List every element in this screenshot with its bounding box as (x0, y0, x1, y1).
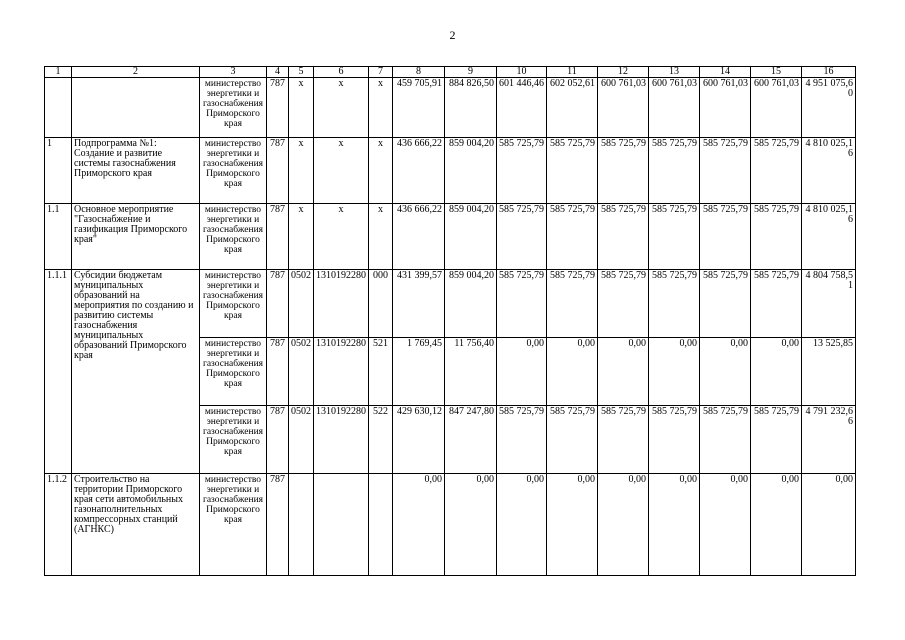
value-cell: 4 804 758,51 (802, 270, 856, 338)
value-cell: 0,00 (802, 474, 856, 576)
value-cell: 0,00 (598, 474, 649, 576)
row-name: Строительство на территории Приморского края сети автомобильных газонаполнительных компрессорных станций (АГНКС) (72, 474, 200, 576)
value-cell: 0,00 (445, 474, 497, 576)
rz-cell: 0502 (289, 406, 314, 474)
table-row (45, 138, 856, 204)
value-cell: 0,00 (700, 338, 751, 406)
table-row (45, 474, 856, 576)
table-row (45, 270, 856, 338)
value-cell: 0,00 (649, 474, 700, 576)
value-cell: 600 761,03 (598, 78, 649, 138)
value-cell: 4 810 025,16 (802, 204, 856, 270)
value-cell: 585 725,79 (497, 138, 547, 204)
column-header: 12 (598, 67, 649, 78)
row-id: 1 (45, 138, 72, 204)
csr-cell: x (314, 138, 369, 204)
column-header: 8 (393, 67, 445, 78)
value-cell: 436 666,22 (393, 204, 445, 270)
value-cell: 859 004,20 (445, 138, 497, 204)
value-cell: 585 725,79 (547, 406, 598, 474)
value-cell: 585 725,79 (547, 270, 598, 338)
grbs-cell: 787 (267, 138, 289, 204)
executor-cell: министерство энергетики и газоснабжения Приморского края (200, 270, 267, 338)
value-cell: 585 725,79 (598, 204, 649, 270)
csr-cell: x (314, 78, 369, 138)
column-header: 3 (200, 67, 267, 78)
vr-cell: x (369, 138, 393, 204)
table-row (45, 78, 856, 138)
column-header: 6 (314, 67, 369, 78)
rz-cell: x (289, 204, 314, 270)
value-cell: 0,00 (751, 474, 802, 576)
value-cell: 585 725,79 (649, 406, 700, 474)
value-cell: 585 725,79 (547, 138, 598, 204)
grbs-cell: 787 (267, 270, 289, 338)
value-cell: 0,00 (547, 338, 598, 406)
grbs-cell: 787 (267, 338, 289, 406)
column-number-row (45, 67, 856, 78)
grbs-cell: 787 (267, 204, 289, 270)
value-cell: 585 725,79 (751, 406, 802, 474)
value-cell: 859 004,20 (445, 204, 497, 270)
row-name: Субсидии бюджетам муниципальных образований на мероприятия по созданию и развитию системы газоснабжения муниципальных образований Приморского края (72, 270, 200, 474)
executor-cell: министерство энергетики и газоснабжения Приморского края (200, 406, 267, 474)
value-cell: 585 725,79 (598, 270, 649, 338)
value-cell: 431 399,57 (393, 270, 445, 338)
rz-cell: x (289, 78, 314, 138)
value-cell: 0,00 (649, 338, 700, 406)
executor-cell: министерство энергетики и газоснабжения Приморского края (200, 78, 267, 138)
value-cell: 4 951 075,60 (802, 78, 856, 138)
csr-cell: x (314, 204, 369, 270)
value-cell: 0,00 (751, 338, 802, 406)
column-header: 5 (289, 67, 314, 78)
value-cell: 585 725,79 (649, 204, 700, 270)
value-cell: 459 705,91 (393, 78, 445, 138)
value-cell: 0,00 (547, 474, 598, 576)
vr-cell (369, 474, 393, 576)
column-header: 1 (45, 67, 72, 78)
value-cell: 585 725,79 (700, 204, 751, 270)
grbs-cell: 787 (267, 406, 289, 474)
column-header: 2 (72, 67, 200, 78)
row-name (72, 78, 200, 138)
value-cell: 11 756,40 (445, 338, 497, 406)
vr-cell: x (369, 204, 393, 270)
column-header: 4 (267, 67, 289, 78)
column-header: 9 (445, 67, 497, 78)
rz-cell: 0502 (289, 338, 314, 406)
value-cell: 847 247,80 (445, 406, 497, 474)
rz-cell (289, 474, 314, 576)
value-cell: 585 725,79 (649, 270, 700, 338)
column-header: 15 (751, 67, 802, 78)
value-cell: 884 826,50 (445, 78, 497, 138)
column-header: 13 (649, 67, 700, 78)
column-header: 7 (369, 67, 393, 78)
executor-cell: министерство энергетики и газоснабжения Приморского края (200, 138, 267, 204)
vr-cell: x (369, 78, 393, 138)
vr-cell: 522 (369, 406, 393, 474)
rz-cell: 0502 (289, 270, 314, 338)
rz-cell: x (289, 138, 314, 204)
value-cell: 0,00 (497, 338, 547, 406)
value-cell: 585 725,79 (497, 270, 547, 338)
row-name: Основное мероприятие "Газоснабжение и газификация Приморского края" (72, 204, 200, 270)
table-row (45, 204, 856, 270)
row-id (45, 78, 72, 138)
value-cell: 859 004,20 (445, 270, 497, 338)
value-cell: 600 761,03 (649, 78, 700, 138)
value-cell: 585 725,79 (700, 406, 751, 474)
budget-table (44, 66, 856, 576)
column-header: 11 (547, 67, 598, 78)
column-header: 14 (700, 67, 751, 78)
value-cell: 600 761,03 (700, 78, 751, 138)
value-cell: 13 525,85 (802, 338, 856, 406)
grbs-cell: 787 (267, 474, 289, 576)
value-cell: 585 725,79 (547, 204, 598, 270)
value-cell: 0,00 (497, 474, 547, 576)
column-header: 16 (802, 67, 856, 78)
value-cell: 429 630,12 (393, 406, 445, 474)
value-cell: 0,00 (393, 474, 445, 576)
value-cell: 585 725,79 (598, 138, 649, 204)
executor-cell: министерство энергетики и газоснабжения Приморского края (200, 338, 267, 406)
vr-cell: 000 (369, 270, 393, 338)
row-id: 1.1.1 (45, 270, 72, 474)
value-cell: 600 761,03 (751, 78, 802, 138)
column-header: 10 (497, 67, 547, 78)
csr-cell: 1310192280 (314, 406, 369, 474)
value-cell: 436 666,22 (393, 138, 445, 204)
value-cell: 585 725,79 (497, 406, 547, 474)
row-name: Подпрограмма №1: Создание и развитие системы газоснабжения Приморского края (72, 138, 200, 204)
row-id: 1.1.2 (45, 474, 72, 576)
value-cell: 585 725,79 (751, 270, 802, 338)
value-cell: 4 791 232,66 (802, 406, 856, 474)
value-cell: 4 810 025,16 (802, 138, 856, 204)
executor-cell: министерство энергетики и газоснабжения Приморского края (200, 474, 267, 576)
value-cell: 585 725,79 (700, 270, 751, 338)
value-cell: 585 725,79 (751, 204, 802, 270)
value-cell: 0,00 (598, 338, 649, 406)
value-cell: 1 769,45 (393, 338, 445, 406)
value-cell: 601 446,46 (497, 78, 547, 138)
row-id: 1.1 (45, 204, 72, 270)
csr-cell: 1310192280 (314, 338, 369, 406)
value-cell: 585 725,79 (497, 204, 547, 270)
value-cell: 585 725,79 (598, 406, 649, 474)
executor-cell: министерство энергетики и газоснабжения Приморского края (200, 204, 267, 270)
csr-cell: 1310192280 (314, 270, 369, 338)
grbs-cell: 787 (267, 78, 289, 138)
csr-cell (314, 474, 369, 576)
value-cell: 585 725,79 (700, 138, 751, 204)
value-cell: 585 725,79 (751, 138, 802, 204)
value-cell: 0,00 (700, 474, 751, 576)
value-cell: 585 725,79 (649, 138, 700, 204)
page-number: 2 (449, 28, 456, 42)
vr-cell: 521 (369, 338, 393, 406)
value-cell: 602 052,61 (547, 78, 598, 138)
